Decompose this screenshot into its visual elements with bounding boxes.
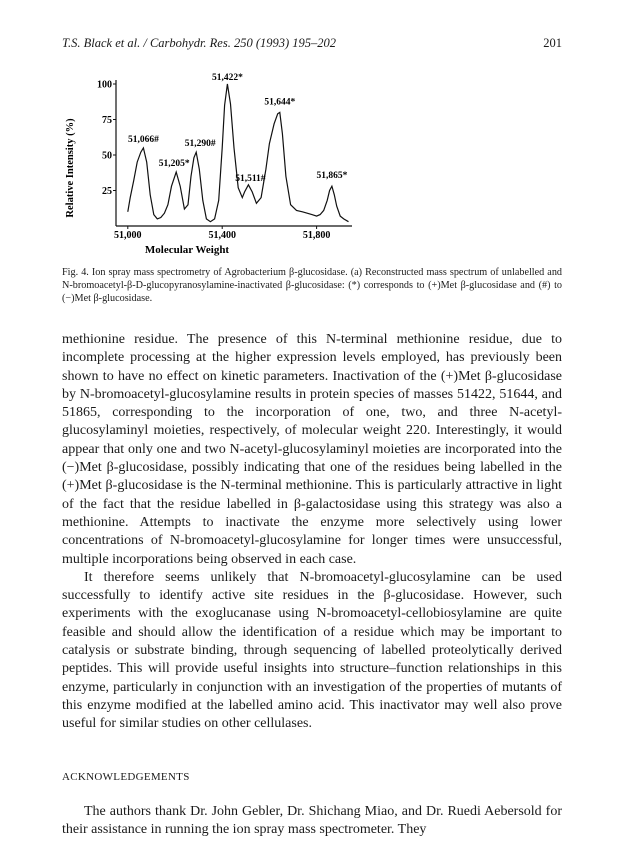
running-header <box>62 36 562 54</box>
x-tick-label: 51,400 <box>208 230 236 241</box>
figure-caption <box>62 266 562 305</box>
page-number: 201 <box>543 36 562 50</box>
body-text <box>62 331 562 734</box>
peak-label: 51,422* <box>211 73 243 83</box>
peak-label: 51,066# <box>127 134 159 145</box>
x-axis-label: Molecular Weight <box>144 244 230 256</box>
mass-spectrum-chart <box>62 70 362 260</box>
peak-label: 51,290# <box>184 139 216 150</box>
body-paragraph-1: methionine residue. The presence of this N-terminal methionine residue, due to incomplete processing at the higher expression levels employed, has previously been shown to have no effect on kinetic parameters. Inactivation of the (+)Met β-glucosidase by N-bromoacetyl-glucosylamine results in protein species of masses 51422, 51644, and 51865, corresponding to the incorporation of one, two, and three N-acetyl-glucosylaminyl moieties, respectively, of molecular weight 220. Interestingly, it would appear that only one and two N-acetyl-glucosylaminyl moieties are incorporated into the (−)Met β-glucosidase, possibly indicating that one of the residues being labelled in the (+)Met β-glucosidase is the N-terminal methionine. This is particularly attractive in light of the fact that the residue labelled in β-galactosidase using this strategy was also a methionine. Attempts to inactivate the enzyme more selectively using lower concentrations of N-bromoacetyl-glucosylamine for longer times were unsuccessful, multiple incorporations being observed in each case. <box>62 332 562 567</box>
body-paragraph-2: It therefore seems unlikely that N-bromoacetyl-glucosylamine can be used successfully to identify active site residues in the β-glucosidase. However, such experiments with the exoglucanase using N-bromoacetyl-cellobiosylamine are quite feasible and should allow the identification of a residue which may be important to catalysis or substrate binding, through sequencing of labelled proteolytically derived peptides. This will provide useful insights into structure–function relationships in this enzyme, particularly in conjunction with an investigation of the properties of mutants of this enzyme modified at the labelled amino acid. This inactivator may well also prove useful for similar studies on other cellulases. <box>62 569 562 732</box>
running-head: T.S. Black et al. / Carbohydr. Res. 250 (1993) 195–202 <box>62 36 337 50</box>
x-tick-label: 51,000 <box>114 230 142 241</box>
figure-caption-text: Ion spray mass spectrometry of Agrobacterium β-glucosidase. (a) Reconstructed mass spectrum of unlabelled and N-bromoacetyl-β-D-glucopyranosylamine-inactivated β-glucosidase: (*) corresponds to (+)Met β-glucosidase and (#) to (−)Met β-glucosidase. <box>62 267 563 304</box>
peak-label: 51,865* <box>316 171 348 182</box>
chart-ticks <box>97 80 330 242</box>
x-tick-label: 51,800 <box>302 230 331 241</box>
peak-annotations <box>128 73 348 184</box>
mass-spectrum-figure <box>62 70 362 260</box>
y-tick-label: 50 <box>102 150 112 162</box>
spectrum-trace <box>128 84 349 222</box>
peak-label: 51,205* <box>158 159 190 170</box>
acknowledgements-paragraph: The authors thank Dr. John Gebler, Dr. Shichang Miao, and Dr. Ruedi Aebersold for their assistance in running the ion spray mass spectrometer. They <box>62 804 562 838</box>
acknowledgements-heading: ACKNOWLEDGEMENTS <box>62 771 190 783</box>
peak-label: 51,644* <box>264 97 296 108</box>
y-tick-label: 75 <box>102 115 112 126</box>
peak-label: 51,511# <box>235 173 266 184</box>
acknowledgements-text <box>62 803 562 840</box>
figure-label: Fig. 4. <box>62 267 89 278</box>
y-axis-label: Relative Intensity (%) <box>65 118 76 218</box>
y-tick-label: 100 <box>97 79 112 91</box>
y-tick-label: 25 <box>102 186 112 197</box>
